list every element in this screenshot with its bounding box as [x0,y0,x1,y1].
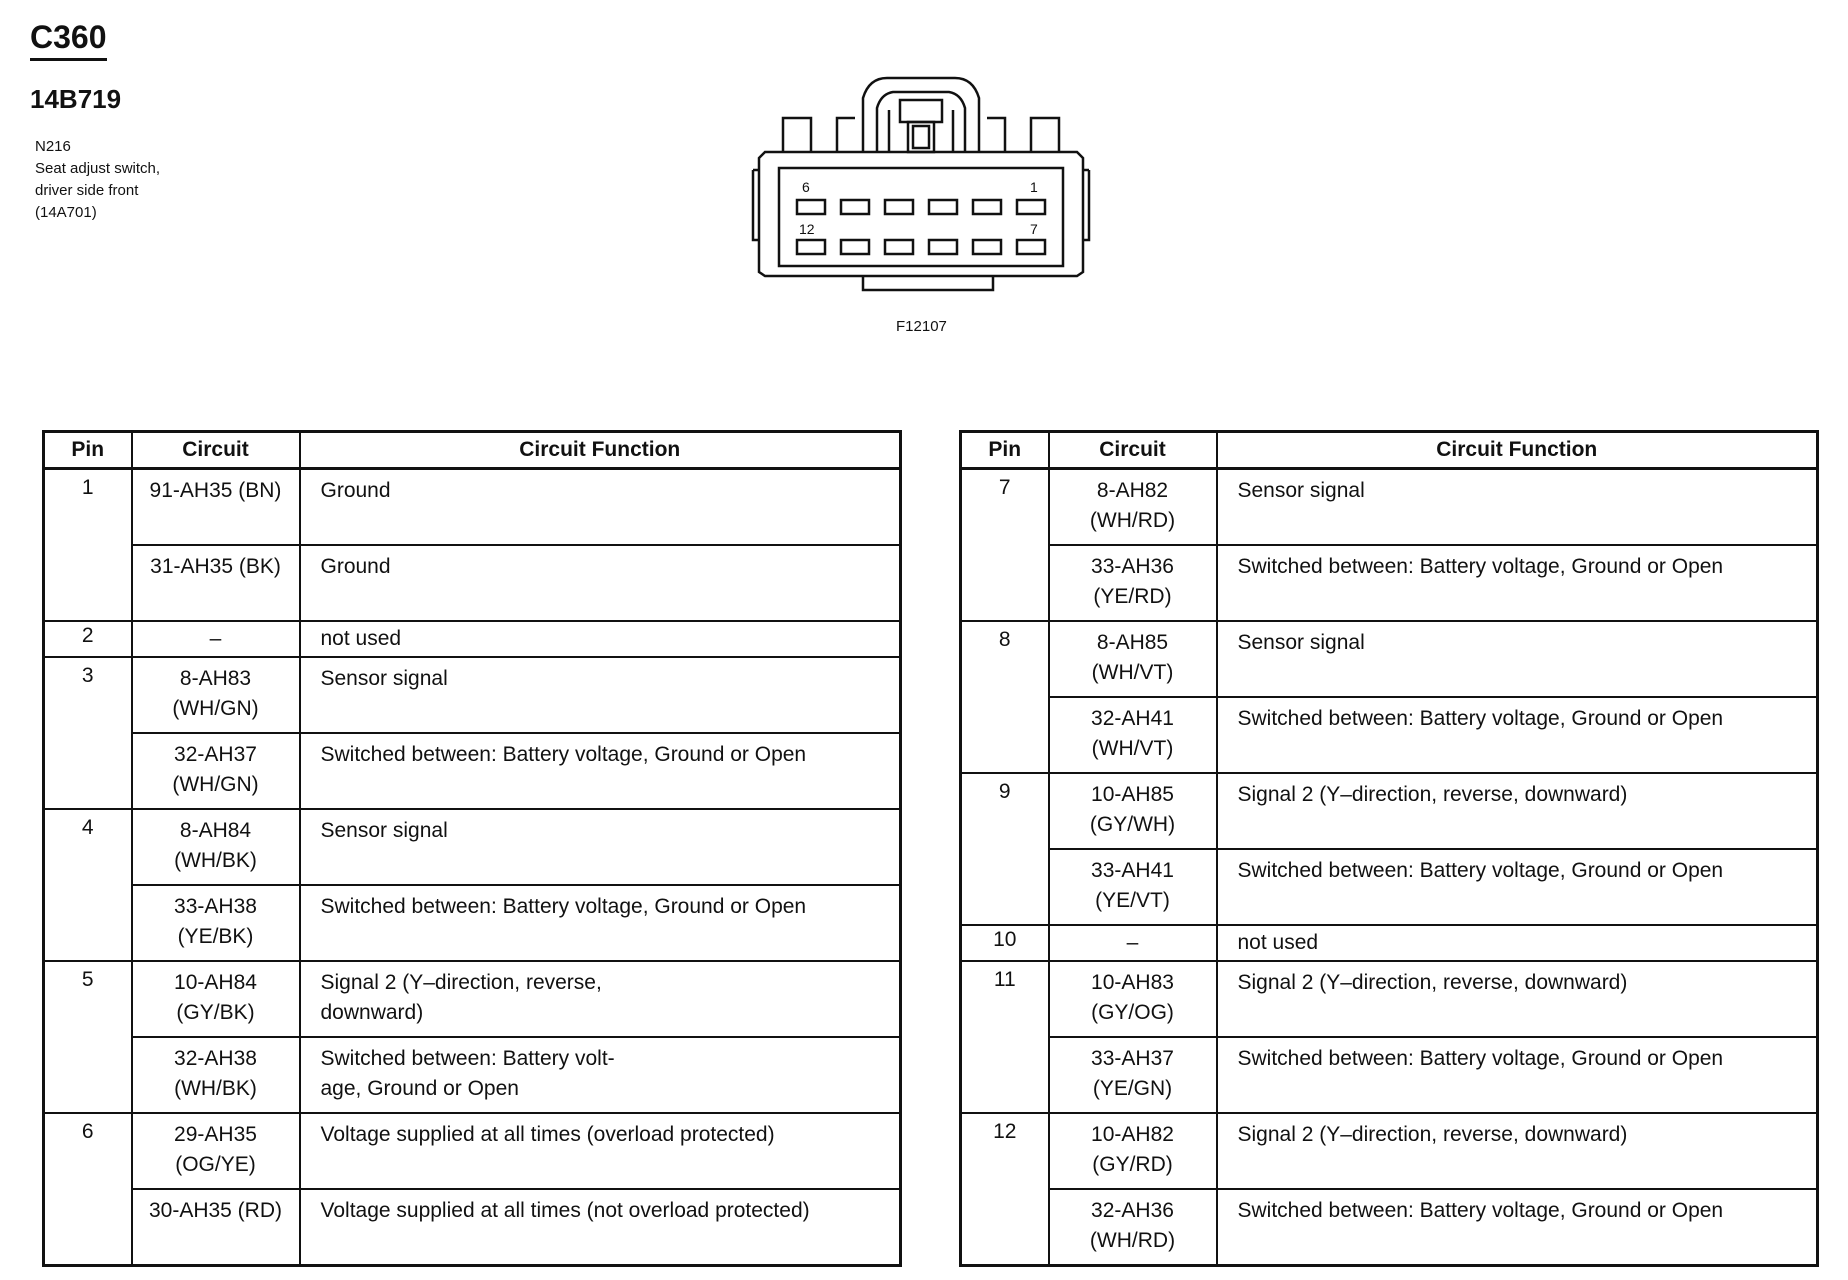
circuit-cell [132,657,300,733]
part-number: 14B719 [30,84,122,114]
circuit-line: 8-AH84 [179,819,252,842]
circuit-line: 8-AH83 [179,667,252,690]
circuit-line: 8-AH85 [1096,631,1169,654]
pin-cavity [885,240,913,254]
circuit-line: 30-AH35 (RD) [148,1199,283,1222]
circuit-line: 33-AH36 [1091,555,1174,578]
circuit-line: 31-AH35 (BK) [150,555,281,578]
column-header-circuit: Circuit [1049,432,1217,469]
function-cell [300,961,901,1037]
description-line: N216 [35,138,71,155]
connector-lock-tab [900,100,942,122]
function-line: Sensor signal [320,667,448,690]
function-line: Ground [320,555,391,578]
circuit-cell [132,1113,300,1189]
function-line: Switched between: Battery voltage, Ground or Open [320,743,807,766]
circuit-line: – [1126,931,1139,954]
description-line: (14A701) [35,204,97,221]
connector-description [35,136,160,224]
circuit-line: (WH/VT) [1091,661,1174,684]
function-line: age, Ground or Open [320,1077,519,1100]
connector-post-mid-right [987,118,1005,152]
pin-cavity [973,200,1001,214]
column-header-circuit: Circuit [132,432,300,469]
pin-number: 5 [44,961,132,1113]
circuit-cell [1049,773,1217,849]
pin-cavity [885,200,913,214]
circuit-line: 32-AH38 [174,1047,257,1070]
function-line: not used [320,627,402,650]
circuit-cell [1049,1037,1217,1113]
function-cell [300,809,901,885]
table-row [961,545,1818,621]
circuit-line: 33-AH41 [1091,859,1174,882]
circuit-line: 10-AH85 [1091,783,1174,806]
circuit-line: (GY/WH) [1089,813,1176,836]
circuit-line: 8-AH82 [1096,479,1169,502]
pin-number: 6 [44,1113,132,1266]
circuit-cell [132,1037,300,1113]
function-cell [1217,1037,1818,1113]
pinout-table-left [42,430,902,1267]
function-line: Sensor signal [1237,479,1365,502]
description-line: driver side front [35,182,139,199]
function-cell [1217,1189,1818,1266]
function-line: Switched between: Battery voltage, Ground or Open [320,895,807,918]
circuit-cell [1049,697,1217,773]
function-line: Signal 2 (Y–direction, reverse, downward) [1237,971,1628,994]
pin-cavity [929,200,957,214]
function-cell [1217,621,1818,697]
circuit-line: 32-AH37 [174,743,257,766]
function-cell [1217,961,1818,1037]
circuit-line: (WH/BK) [174,1077,257,1100]
pin-label-6: 6 [802,179,810,195]
column-header-function: Circuit Function [300,432,901,469]
circuit-cell [132,733,300,809]
circuit-line: 10-AH82 [1091,1123,1174,1146]
connector-id: C360 [30,18,107,61]
circuit-cell [132,885,300,961]
function-line: Switched between: Battery voltage, Ground or Open [1237,859,1724,882]
pin-label-7: 7 [1030,221,1038,237]
connector-face-diagram [745,70,1105,300]
connector-key [863,276,993,290]
table-row [961,1189,1818,1266]
table-body [961,469,1818,1266]
table-row [961,1037,1818,1113]
table-row [44,545,901,621]
function-cell [1217,545,1818,621]
function-line: Sensor signal [1237,631,1365,654]
column-header-pin: Pin [44,432,132,469]
circuit-line: 10-AH83 [1091,971,1174,994]
function-line: Switched between: Battery voltage, Ground or Open [1237,555,1724,578]
function-line: Switched between: Battery voltage, Ground or Open [1237,707,1724,730]
circuit-line: (YE/VT) [1095,889,1170,912]
function-line: Sensor signal [320,819,448,842]
circuit-line: (GY/OG) [1091,1001,1174,1024]
function-cell [1217,773,1818,849]
circuit-cell [1049,1189,1217,1266]
circuit-line: 32-AH41 [1091,707,1174,730]
circuit-line: 91-AH35 (BN) [149,479,282,502]
pin-number: 10 [961,925,1049,961]
table-body [44,469,901,1266]
pin-number: 11 [961,961,1049,1113]
table-row [961,961,1818,1037]
pin-number: 3 [44,657,132,809]
circuit-line: 32-AH36 [1091,1199,1174,1222]
function-cell [300,1037,901,1113]
table-row [961,469,1818,546]
circuit-cell [1049,469,1217,546]
circuit-cell [132,621,300,657]
table-row [44,961,901,1037]
circuit-line: 29-AH35 [174,1123,257,1146]
circuit-line: (WH/GN) [172,697,259,720]
function-line: Voltage supplied at all times (not overload protected) [320,1199,810,1222]
table-row [44,657,901,733]
function-cell [300,1189,901,1266]
pin-label-12: 12 [799,221,815,237]
function-cell [300,733,901,809]
circuit-line: 33-AH37 [1091,1047,1174,1070]
function-cell [300,885,901,961]
function-cell [300,469,901,546]
pin-number: 2 [44,621,132,657]
function-line: not used [1237,931,1319,954]
column-header-pin: Pin [961,432,1049,469]
pin-number: 12 [961,1113,1049,1266]
circuit-cell [1049,1113,1217,1189]
function-cell [1217,697,1818,773]
pin-number: 7 [961,469,1049,622]
function-cell [300,657,901,733]
pin-cavity [929,240,957,254]
table-row [44,809,901,885]
function-line: Voltage supplied at all times (overload protected) [320,1123,775,1146]
circuit-cell [132,545,300,621]
table-row [961,773,1818,849]
circuit-line: (WH/BK) [174,849,257,872]
circuit-cell [132,809,300,885]
table-row [44,469,901,546]
circuit-cell [1049,961,1217,1037]
pin-cavity [841,240,869,254]
circuit-cell [1049,849,1217,925]
pin-number: 1 [44,469,132,622]
connector-post-mid-left [837,118,855,152]
figure-id: F12107 [896,318,947,335]
description-line: Seat adjust switch, [35,160,161,177]
pin-cavity [797,200,825,214]
function-cell [1217,1113,1818,1189]
function-line: Switched between: Battery voltage, Ground or Open [1237,1047,1724,1070]
table-row [44,1037,901,1113]
circuit-line: 10-AH84 [174,971,257,994]
table-row [44,885,901,961]
function-line: downward) [320,1001,424,1024]
pin-number: 4 [44,809,132,961]
circuit-line: (YE/BK) [177,925,254,948]
connector-post-left [783,118,811,152]
function-cell [300,545,901,621]
pin-cavity [841,200,869,214]
circuit-line: (WH/RD) [1089,509,1176,532]
function-cell [1217,925,1818,961]
circuit-line: – [209,627,222,650]
circuit-line: (WH/RD) [1089,1229,1176,1252]
circuit-line: (YE/GN) [1092,1077,1173,1100]
pin-number: 8 [961,621,1049,773]
pinout-table-right [959,430,1819,1267]
function-line: Switched between: Battery volt- [320,1047,615,1070]
table-row [44,1189,901,1266]
table-row [961,849,1818,925]
circuit-cell [132,1189,300,1266]
circuit-line: (GY/BK) [176,1001,255,1024]
function-line: Signal 2 (Y–direction, reverse, downward) [1237,783,1628,806]
connector-post-right [1031,118,1059,152]
circuit-line: 33-AH38 [174,895,257,918]
function-line: Signal 2 (Y–direction, reverse, downward) [1237,1123,1628,1146]
pin-number: 9 [961,773,1049,925]
function-line: Switched between: Battery voltage, Ground or Open [1237,1199,1724,1222]
column-header-function: Circuit Function [1217,432,1818,469]
pin-cavity [1017,240,1045,254]
function-line: Signal 2 (Y–direction, reverse, [320,971,602,994]
function-line: Ground [320,479,391,502]
function-cell [300,1113,901,1189]
circuit-line: (YE/RD) [1093,585,1172,608]
circuit-line: (OG/YE) [175,1153,256,1176]
circuit-cell [1049,545,1217,621]
circuit-line: (GY/RD) [1092,1153,1173,1176]
table-row [961,925,1818,961]
table-row [44,621,901,657]
table-row [961,1113,1818,1189]
circuit-cell [132,469,300,546]
table-row [961,697,1818,773]
function-cell [1217,849,1818,925]
pin-cavity [1017,200,1045,214]
circuit-line: (WH/VT) [1091,737,1174,760]
pin-cavity [797,240,825,254]
circuit-cell [132,961,300,1037]
pin-label-1: 1 [1030,179,1038,195]
connector-latch [863,78,979,152]
circuit-cell [1049,925,1217,961]
function-cell [300,621,901,657]
circuit-cell [1049,621,1217,697]
pin-cavity [973,240,1001,254]
table-row [44,1113,901,1189]
function-cell [1217,469,1818,546]
table-row [44,733,901,809]
circuit-line: (WH/GN) [172,773,259,796]
table-row [961,621,1818,697]
